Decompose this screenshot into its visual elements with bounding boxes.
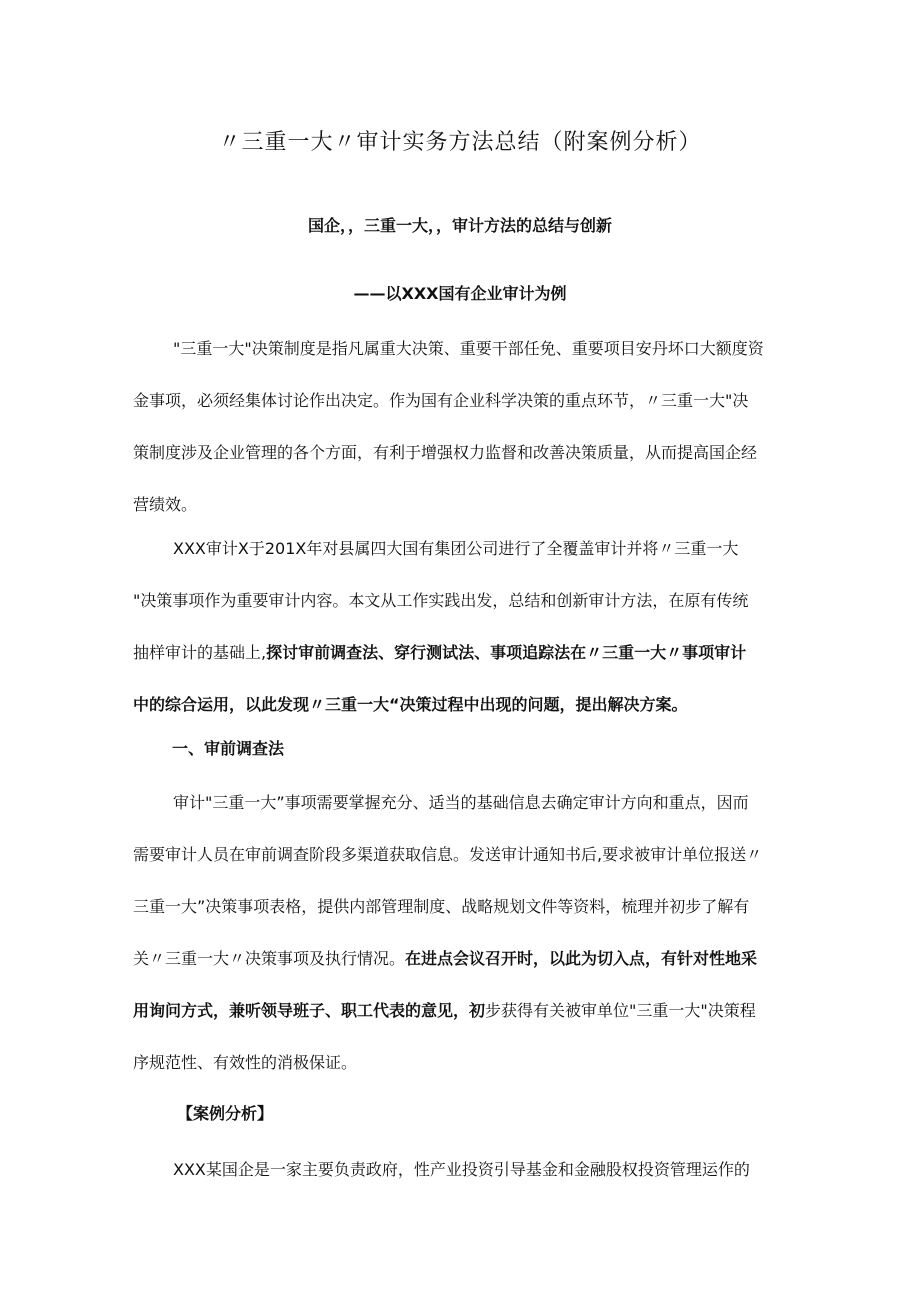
paragraph-line: 策制度涉及企业管理的各个方面，有利于增强权力监督和改善决策质量，从而提高国企经: [133, 443, 758, 462]
section-heading: 一、审前调查法: [172, 739, 285, 758]
paragraph-line: [133, 933, 793, 985]
paragraph-line: [133, 985, 793, 1037]
paragraph-line: [133, 627, 793, 679]
text-run: 步获得有关被审单位"三重一大"决策程: [485, 1001, 756, 1020]
paragraph-line: "三重一大"决策制度是指凡属重大决策、重要干部任免、重要项目安丹坏口大额度资: [173, 339, 764, 358]
document-subtitle: 国企，，三重一大，，审计方法的总结与创新: [307, 216, 612, 235]
text-run: 抽样审计的基础上,: [133, 643, 267, 662]
bold-text-run: 用询问方式，兼听领导班子、职工代表的意见，初: [133, 1001, 486, 1020]
case-analysis-heading: 【案例分析】: [177, 1104, 274, 1123]
document-title: 〃三重一大〃审计实务方法总结（附案例分析）: [218, 130, 702, 155]
paragraph-line: "决策事项作为重要审计内容。本文从工作实践出发，总结和创新审计方法，在原有传统: [133, 591, 749, 610]
paragraph-intro: [133, 323, 793, 531]
paragraph-line: XXX某国企是一家主要负责政府，性产业投资引导基金和金融股权投资管理运作的: [173, 1160, 750, 1179]
paragraph-pre-audit-survey: [133, 777, 793, 1089]
paragraph-line: XXX审计X于201X年对县属四大国有集团公司进行了全覆盖审计并将〃三重一大: [173, 539, 739, 558]
paragraph-line: 中的综合运用，以此发现〃三重一大“决策过程中出现的问题，提出解决方案。: [133, 695, 688, 714]
text-run: 关〃三重一大〃决策事项及执行情况。: [133, 949, 406, 968]
paragraph-line: 需要审计人员在审前调查阶段多渠道获取信息。发送审计通知书后,要求被审计单位报送〃: [133, 845, 763, 864]
document-subtitle-example: ——以XXX国有企业审计为例: [353, 284, 567, 303]
paragraph-case: [133, 1144, 793, 1196]
paragraph-line: 审计"三重一大”事项需要掌握充分、适当的基础信息去确定审计方向和重点，因而: [173, 793, 749, 812]
paragraph-line: 三重一大”决策事项表格，提供内部管理制度、战略规划文件等资料，梳理并初步了解有: [133, 897, 750, 916]
paragraph-line: 营绩效。: [133, 495, 198, 514]
bold-text-run: 在进点会议召开时，以此为切入点，有针对性地采: [405, 949, 758, 968]
paragraph-background: [133, 523, 793, 731]
paragraph-line: 序规范性、有效性的消极保证。: [133, 1053, 358, 1072]
paragraph-line: 金事项，必须经集体讨论作出决定。作为国有企业科学决策的重点环节，〃三重一大"决: [133, 391, 749, 410]
bold-text-run: 探讨审前调查法、穿行测试法、事项追踪法在〃三重一大〃事项审计: [266, 643, 747, 662]
